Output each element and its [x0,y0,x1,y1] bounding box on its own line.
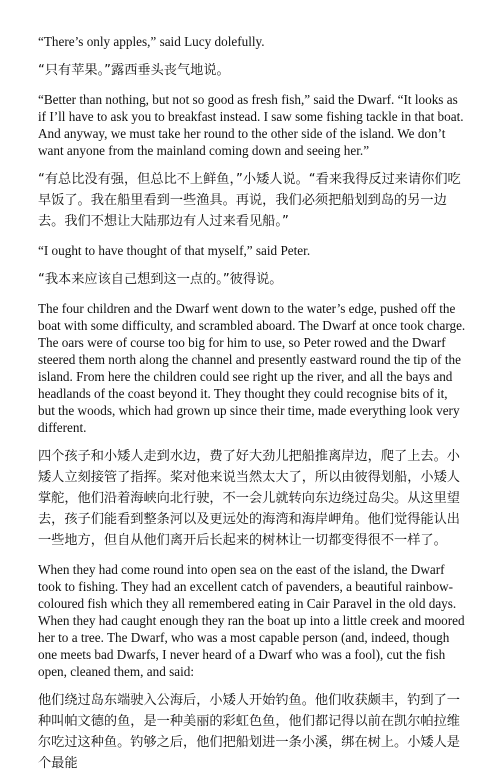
paragraph-en: When they had come round into open sea on the east of the island, the Dwarf took to fishing. They had an excellent catch of pavenders, a beautiful rainbow-coloured fish which they all remembered eating in Cair Paravel in the old days. When they had caught enough they ran the boat up into a little creek and moored her to a tree. The Dwarf, who was a most capable person (and, indeed, though one meets bad Dwarfs, I never heard of a Dwarf who was a fool), cut the fish open, cleaned them, and said: [38,562,465,679]
paragraph-zh: “我本来应该自己想到这一点的。”彼得说。 [38,272,283,287]
paragraph-en: The four children and the Dwarf went down to the water’s edge, pushed off the boat with some difficulty, and scrambled aboard. The Dwarf at once took charge. The oars were of course too big for him to use, so Peter rowed and the Dwarf steered them north along the channel and presently eastward round the tip of the island. From here the children could see right up the river, and all the bays and headlands of the coast beyond it. They thought they could recognise bits of it, but the woods, which had grown up since their time, made everything look very different. [38,301,466,435]
paragraph-en: “Better than nothing, but not so good as fresh fish,” said the Dwarf. “It looks as if I’ll have to ask you to breakfast instead. I saw some fishing tackle in that boat. And anyway, we must take her round to the other side of the island. We don’t want anyone from the mainland coming down and seeing her.” [38,92,464,158]
paragraph-en: “I ought to have thought of that myself,” said Peter. [38,243,311,258]
paragraph-en: “There’s only apples,” said Lucy dolefully. [38,34,265,49]
paragraph-zh: 他们绕过岛东端驶入公海后，小矮人开始钓鱼。他们收获颇丰，钓到了一种叫帕文德的鱼，是一种美丽的彩虹色鱼，他们都记得以前在凯尔帕拉维尔吃过这种鱼。钓够之后，他们把船划进一条小溪，绑在树上。小矮人是个最能 [38,693,460,771]
paragraph-zh: 四个孩子和小矮人走到水边，费了好大劲儿把船推离岸边，爬了上去。小矮人立刻接管了指挥。桨对他来说当然太大了，所以由彼得划船，小矮人掌舵，他们沿着海峡向北行驶，不一会儿就转向东边绕过岛尖。从这里望去，孩子们能看到整条河以及更远处的海湾和海岸岬角。他们觉得能认出一些地方，但自从他们离开后长起来的树林让一切都变得很不一样了。 [38,449,460,548]
document-page [38,33,466,784]
paragraph-zh: “有总比没有强，但总比不上鲜鱼，”小矮人说。“看来我得反过来请你们吃早饭了。我在船里看到一些渔具。再说，我们必须把船划到岛的另一边去。我们不想让大陆那边有人过来看见船。” [38,172,461,229]
paragraph-zh: “只有苹果。”露西垂头丧气地说。 [38,63,230,78]
